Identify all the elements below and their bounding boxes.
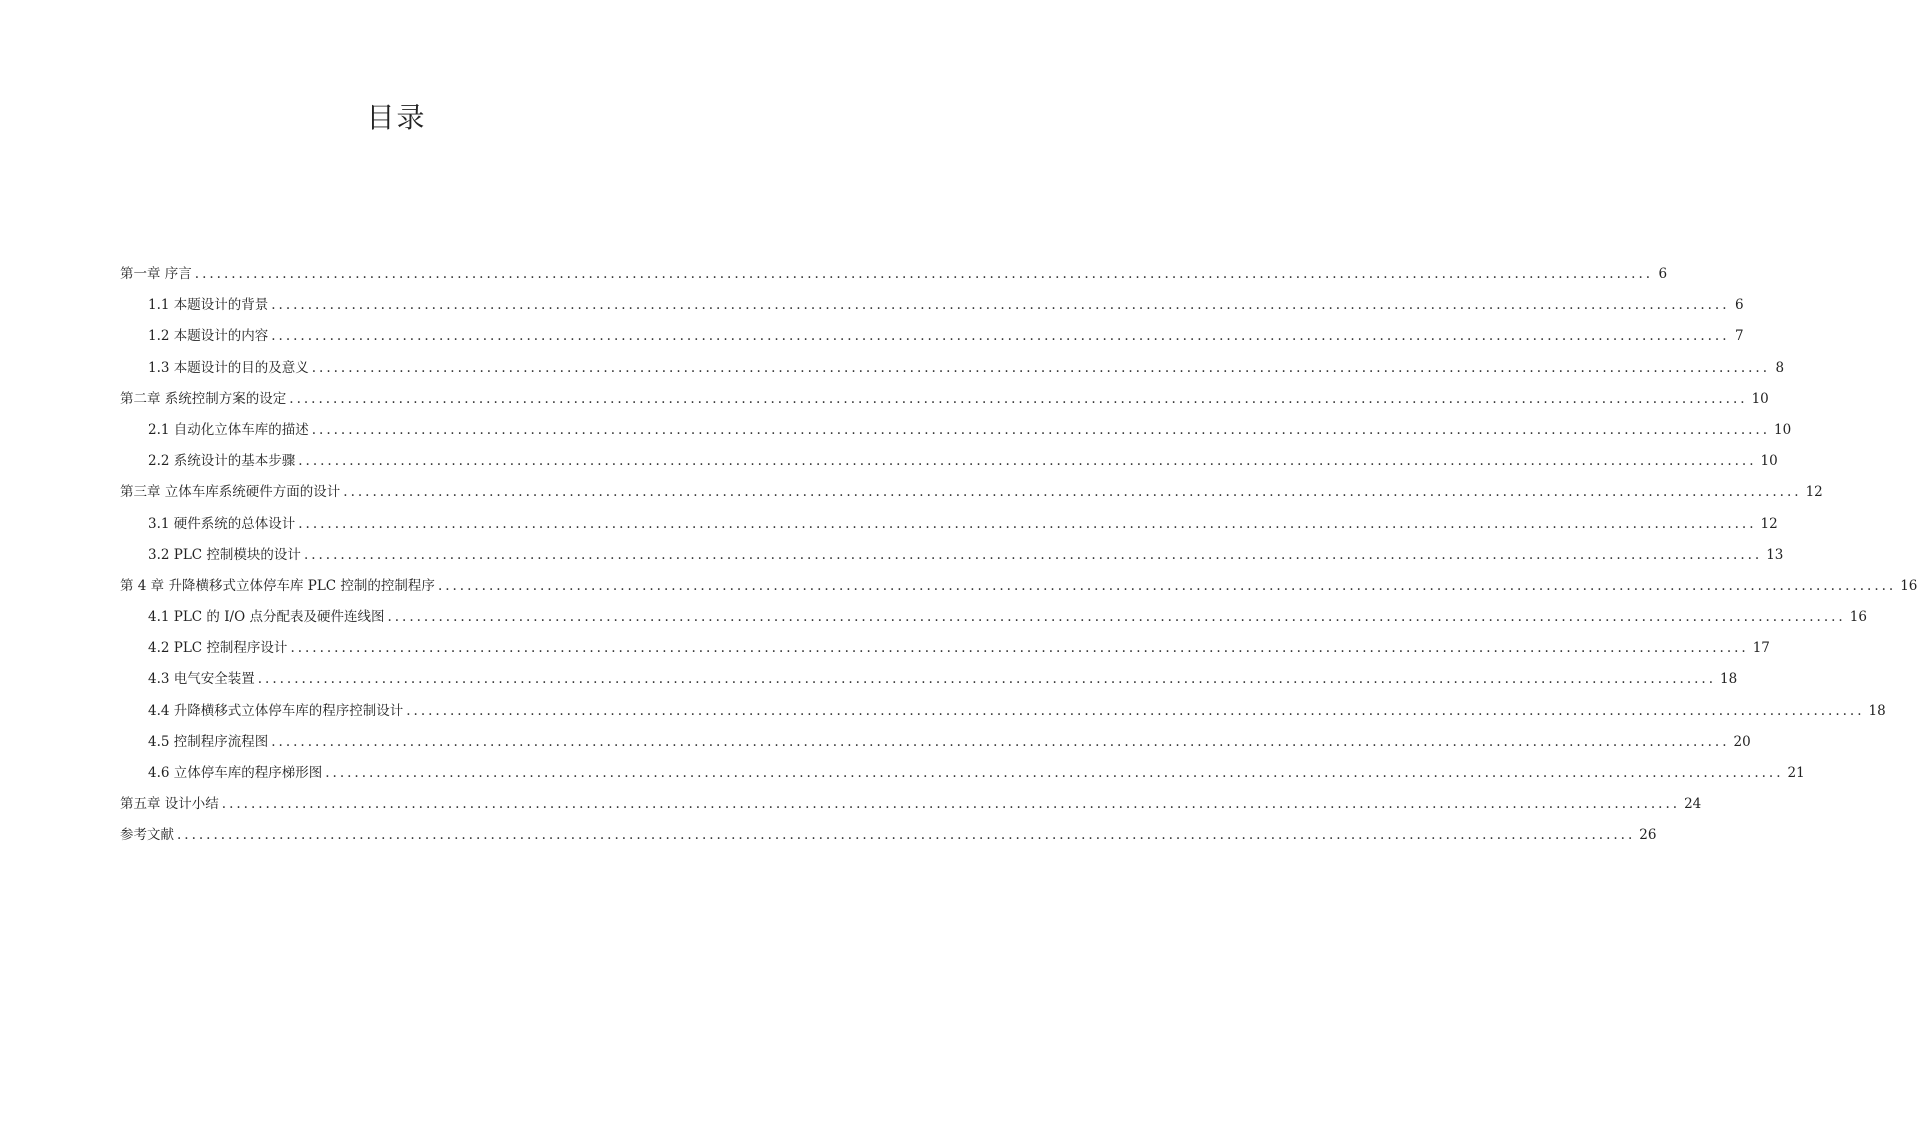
- toc-entry[interactable]: [120, 605, 1867, 636]
- toc-dot-leader: ........................................................................................................................................................................................................: [271, 733, 1730, 750]
- toc-entry-label: 4.2 PLC 控制程序设计: [148, 640, 288, 657]
- toc-entry-label: 第二章 系统控制方案的设定: [120, 390, 287, 407]
- toc-entry-page: 10: [1751, 390, 1769, 407]
- toc-entry-page: 16: [1900, 577, 1917, 594]
- toc-entry[interactable]: [120, 636, 1770, 667]
- toc-dot-leader: ........................................................................................................................................................................................................: [271, 328, 1730, 345]
- toc-dot-leader: ........................................................................................................................................................................................................: [437, 577, 1897, 594]
- toc-entry[interactable]: [120, 293, 1744, 324]
- toc-dot-leader: ........................................................................................................................................................................................................: [343, 484, 1802, 501]
- toc-entry[interactable]: [120, 543, 1784, 574]
- toc-entry[interactable]: [120, 449, 1778, 480]
- toc-entry-label: 参考文献: [120, 827, 174, 844]
- toc-dot-leader: ........................................................................................................................................................................................................: [290, 640, 1749, 657]
- toc-entry-page: 21: [1787, 765, 1805, 781]
- toc-entry[interactable]: [120, 324, 1744, 355]
- toc-entry-label: 3.2 PLC 控制模块的设计: [148, 546, 301, 563]
- toc-entry-label: 2.1 自动化立体车库的描述: [148, 421, 309, 438]
- toc-entry-page: 16: [1849, 609, 1867, 626]
- toc-dot-leader: ........................................................................................................................................................................................................: [177, 827, 1636, 844]
- toc-entry-page: 20: [1733, 733, 1751, 750]
- toc-dot-leader: ........................................................................................................................................................................................................: [406, 702, 1865, 719]
- toc-entry-label: 4.4 升降横移式立体停车库的程序控制设计: [148, 702, 404, 719]
- toc-entry-page: 18: [1868, 702, 1886, 719]
- toc-entry-label: 1.1 本题设计的背景: [148, 297, 269, 314]
- toc-entry-label: 第三章 立体车库系统硬件方面的设计: [120, 484, 341, 501]
- toc-entry-page: 26: [1639, 827, 1657, 844]
- toc-entry-label: 4.5 控制程序流程图: [148, 733, 269, 750]
- toc-entry[interactable]: [120, 512, 1778, 543]
- toc-entry-label: 4.1 PLC 的 I/O 点分配表及硬件连线图: [148, 609, 385, 626]
- toc-entry-label: 2.2 系统设计的基本步骤: [148, 453, 296, 470]
- toc-entry[interactable]: [120, 823, 1657, 854]
- toc-entry-page: 6: [1734, 297, 1744, 314]
- toc-entry-label: 1.2 本题设计的内容: [148, 328, 269, 345]
- toc-entry[interactable]: [120, 387, 1769, 418]
- toc-entry-label: 3.1 硬件系统的总体设计: [148, 515, 296, 532]
- toc-dot-leader: ........................................................................................................................................................................................................: [289, 390, 1748, 407]
- toc-entry-label: 4.6 立体停车库的程序梯形图: [148, 765, 323, 781]
- toc-dot-leader: ........................................................................................................................................................................................................: [298, 515, 1757, 532]
- toc-entry-page: 10: [1760, 453, 1778, 470]
- toc-dot-leader: ........................................................................................................................................................................................................: [325, 765, 1784, 781]
- toc-entry[interactable]: [120, 761, 1805, 792]
- toc-entry-page: 12: [1760, 515, 1778, 532]
- toc-entry[interactable]: [120, 480, 1823, 511]
- toc-entry-page: 6: [1658, 266, 1668, 282]
- toc-entry[interactable]: [120, 262, 1668, 293]
- toc-dot-leader: ........................................................................................................................................................................................................: [221, 796, 1681, 813]
- toc-entry-label: 4.3 电气安全装置: [148, 671, 255, 688]
- toc-entry[interactable]: [120, 418, 1792, 449]
- toc-entry-label: 第 4 章 升降横移式立体停车库 PLC 控制的控制程序: [120, 577, 435, 594]
- toc-dot-leader: ........................................................................................................................................................................................................: [387, 609, 1846, 626]
- toc-dot-leader: ........................................................................................................................................................................................................: [311, 359, 1771, 376]
- toc-entry[interactable]: [120, 574, 1917, 605]
- toc-dot-leader: ........................................................................................................................................................................................................: [298, 453, 1757, 470]
- toc-entry[interactable]: [120, 699, 1886, 730]
- toc-entry[interactable]: [120, 730, 1751, 761]
- toc-entry-label: 第五章 设计小结: [120, 796, 219, 813]
- table-of-contents: [120, 262, 1917, 855]
- toc-entry-page: 12: [1805, 484, 1823, 501]
- toc-dot-leader: ........................................................................................................................................................................................................: [303, 546, 1763, 563]
- toc-entry-page: 17: [1752, 640, 1770, 657]
- toc-dot-leader: ........................................................................................................................................................................................................: [257, 671, 1717, 688]
- toc-dot-leader: ........................................................................................................................................................................................................: [311, 421, 1771, 438]
- toc-entry-page: 8: [1775, 359, 1785, 376]
- toc-entry-page: 24: [1684, 796, 1702, 813]
- page-title: 目录: [366, 101, 427, 134]
- toc-dot-leader: ........................................................................................................................................................................................................: [194, 266, 1654, 282]
- toc-entry[interactable]: [120, 356, 1785, 387]
- toc-entry-label: 1.3 本题设计的目的及意义: [148, 359, 309, 376]
- toc-entry[interactable]: [120, 792, 1702, 823]
- toc-entry-page: 18: [1720, 671, 1738, 688]
- toc-entry-label: 第一章 序言: [120, 266, 192, 282]
- toc-entry-page: 10: [1774, 421, 1792, 438]
- toc-dot-leader: ........................................................................................................................................................................................................: [271, 297, 1730, 314]
- toc-entry-page: 7: [1734, 328, 1744, 345]
- toc-entry-page: 13: [1766, 546, 1784, 563]
- toc-entry[interactable]: [120, 667, 1738, 698]
